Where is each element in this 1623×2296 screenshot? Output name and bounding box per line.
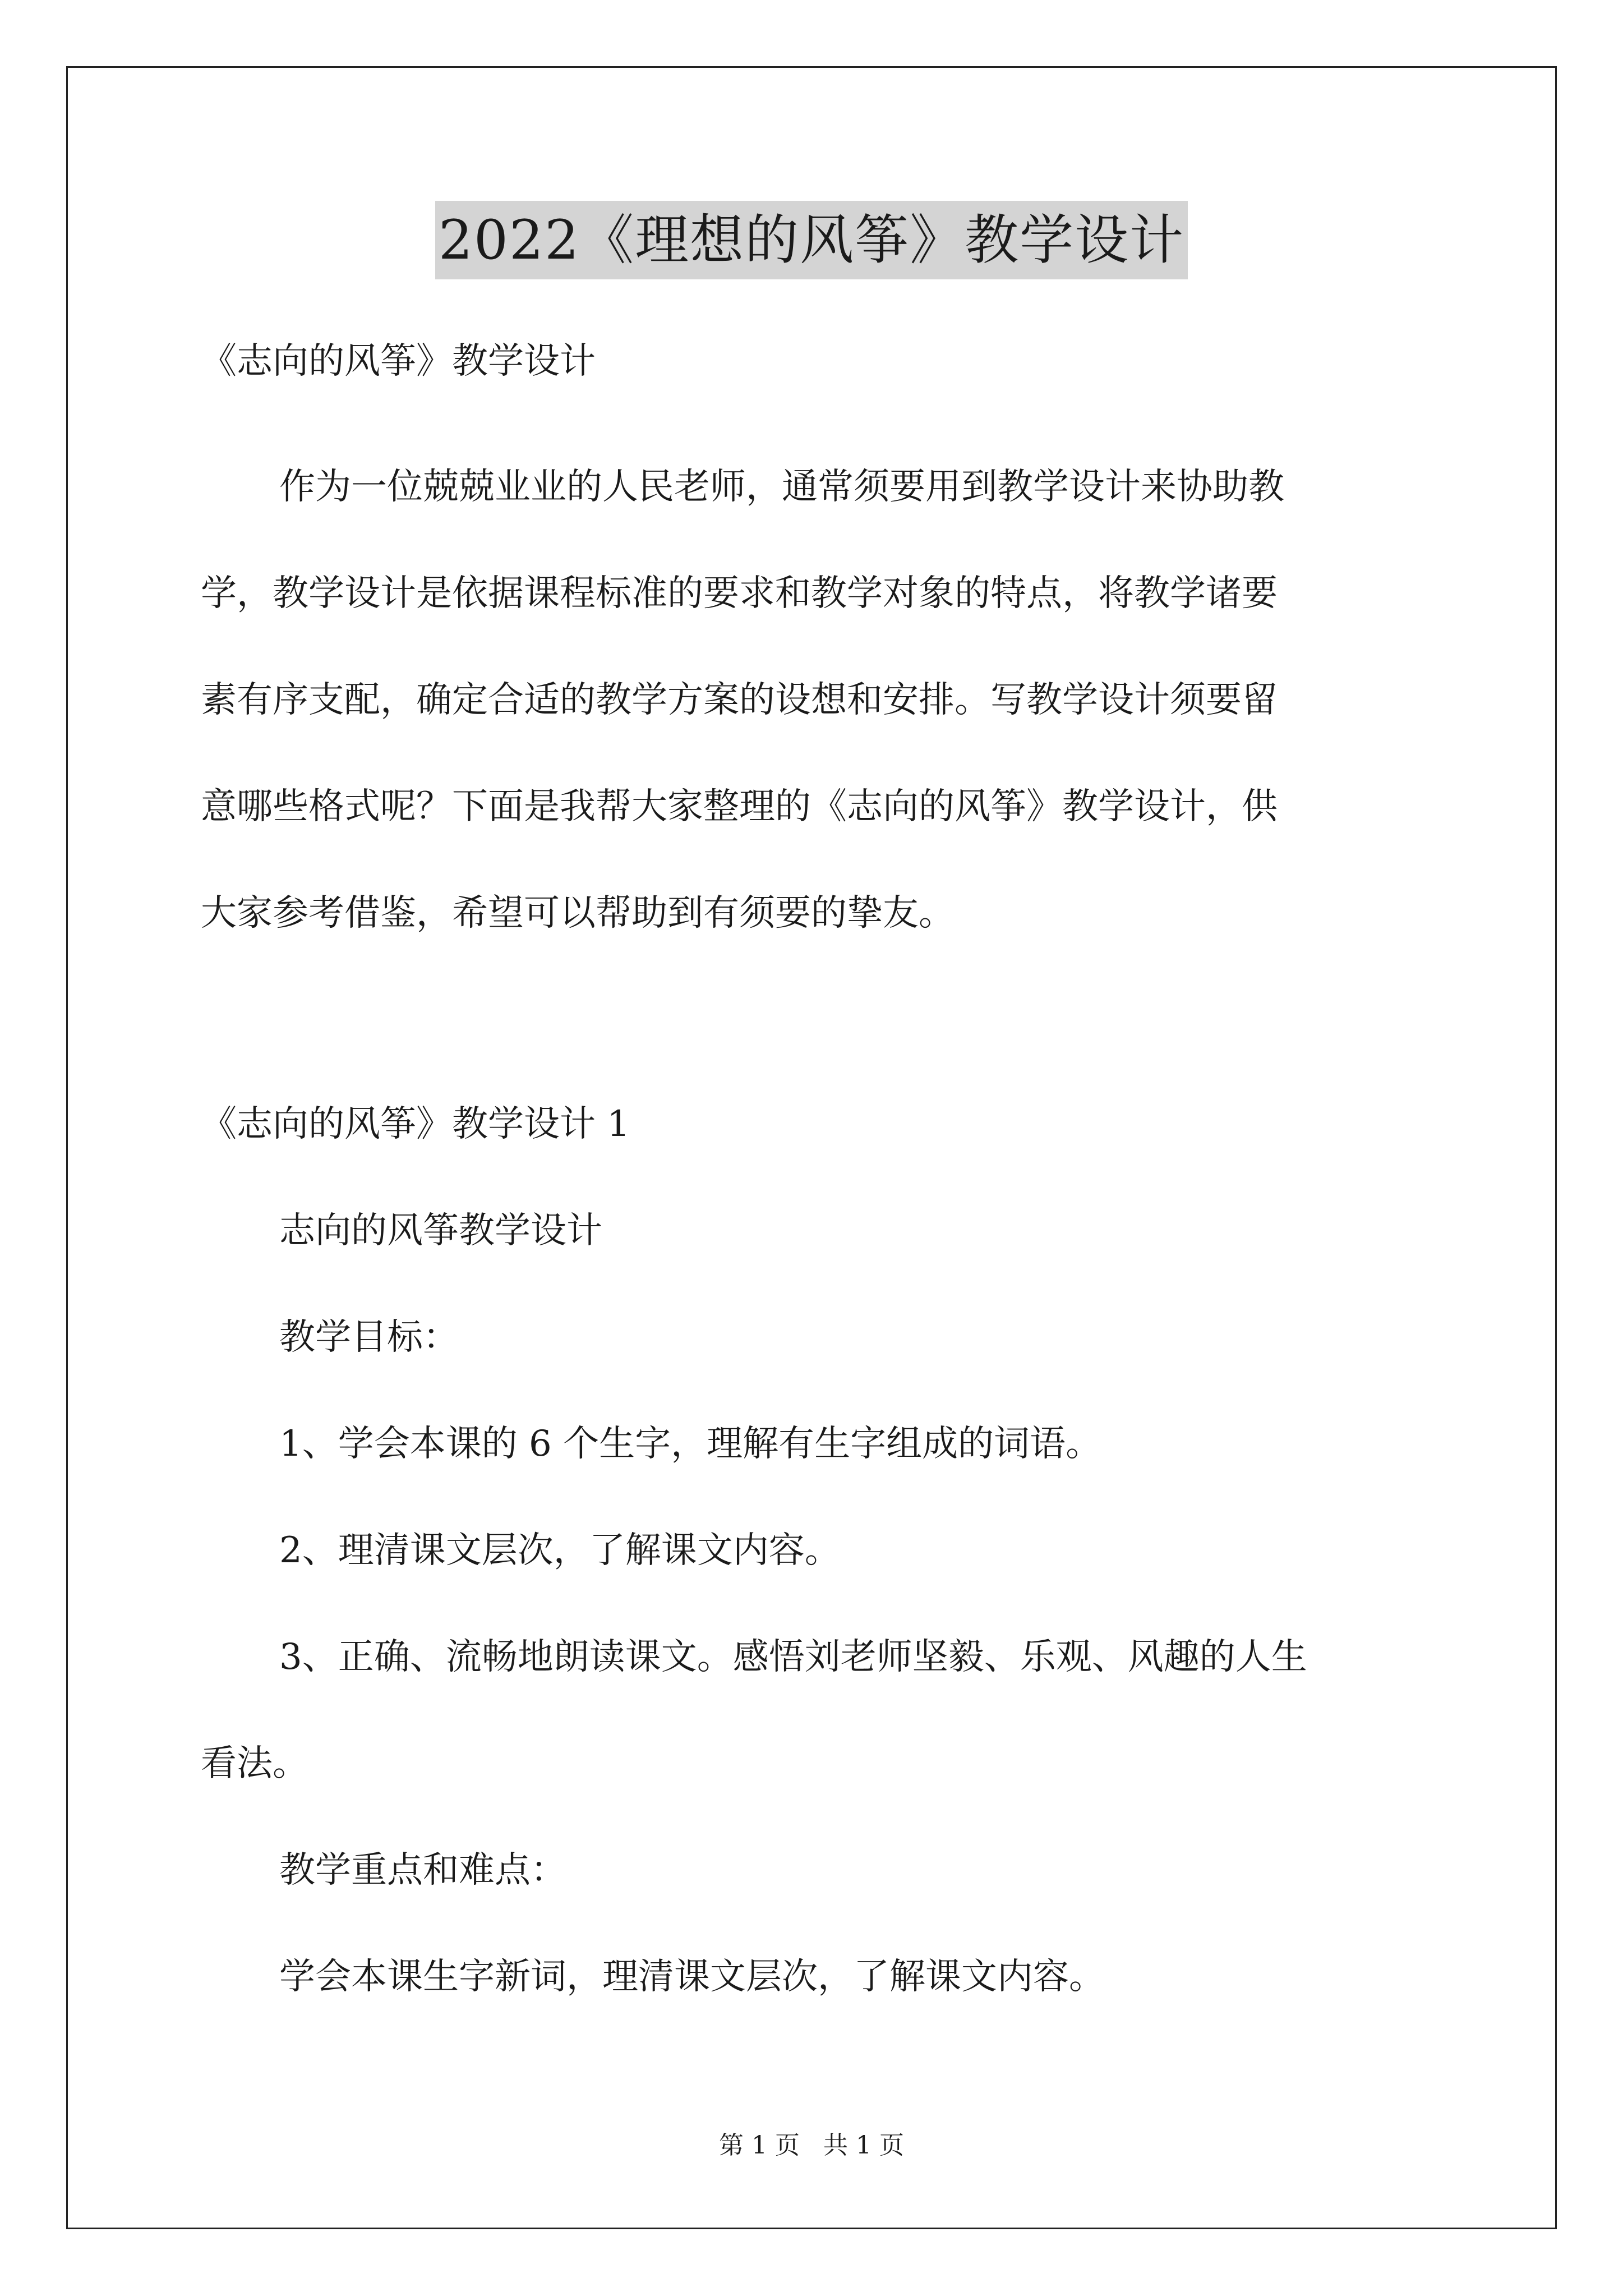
intro-line-1: 作为一位兢兢业业的人民老师，通常须要用到教学设计来协助教 xyxy=(279,466,1284,508)
key-points-label: 教学重点和难点： xyxy=(279,1849,566,1891)
goal-item-1: 1、学会本课的 6 个生字，理解有生字组成的词语。 xyxy=(279,1423,1102,1465)
document-title: 2022《理想的风筝》教学设计 xyxy=(435,201,1188,279)
subtitle: 《志向的风筝》教学设计 xyxy=(201,341,596,382)
intro-line-3: 素有序支配，确定合适的教学方案的设想和安排。写教学设计须要留 xyxy=(201,679,1278,721)
page-border xyxy=(66,66,1557,2229)
total-pages: 共 1 页 xyxy=(823,2131,904,2160)
goal-item-3: 3、正确、流畅地朗读课文。感悟刘老师坚毅、乐观、风趣的人生 xyxy=(279,1636,1307,1678)
page-number: 第 1 页 xyxy=(719,2131,800,2160)
section-title: 志向的风筝教学设计 xyxy=(279,1210,602,1251)
title-container xyxy=(0,201,1623,279)
goal-item-2: 2、理清课文层次，了解课文内容。 xyxy=(279,1530,841,1571)
goal-item-3-continued: 看法。 xyxy=(201,1743,308,1784)
intro-line-5: 大家参考借鉴，希望可以帮助到有须要的挚友。 xyxy=(201,892,955,934)
section-heading: 《志向的风筝》教学设计 1 xyxy=(201,1103,630,1145)
key-points-text: 学会本课生字新词，理清课文层次，了解课文内容。 xyxy=(279,1956,1105,1998)
intro-line-2: 学，教学设计是依据课程标准的要求和教学对象的特点，将教学诸要 xyxy=(201,573,1278,614)
goals-label: 教学目标： xyxy=(279,1317,459,1358)
page-footer xyxy=(0,2132,1623,2160)
intro-line-4: 意哪些格式呢？下面是我帮大家整理的《志向的风筝》教学设计，供 xyxy=(201,786,1278,827)
